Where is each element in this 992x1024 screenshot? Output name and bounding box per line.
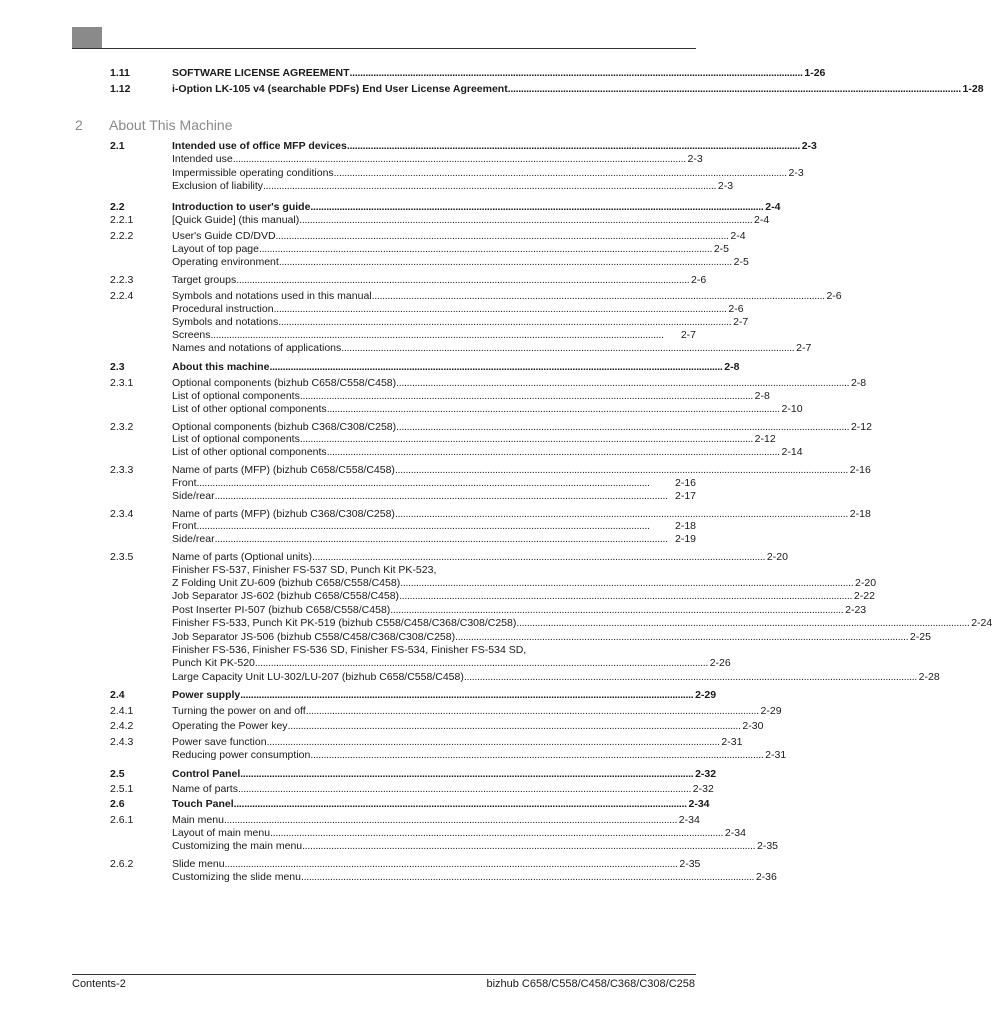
toc-dot-leader	[301, 870, 753, 884]
toc-title: Customizing the slide menu	[172, 871, 301, 883]
toc-section-number: 2.3.5	[110, 551, 134, 563]
toc-row[interactable]	[110, 376, 867, 390]
toc-section-number: 2.6	[110, 798, 125, 810]
toc-dot-leader	[255, 656, 707, 670]
toc-title: Finisher FS-536, Finisher FS-536 SD, Finisher FS-534, Finisher FS-534 SD,	[172, 644, 527, 656]
toc-page-number: 2-12	[850, 421, 872, 433]
toc-page-number: 2-8	[754, 390, 770, 402]
toc-page-number: 2-24	[971, 617, 992, 629]
toc-page-number: 2-34	[724, 827, 746, 839]
toc-title: Front	[172, 520, 197, 532]
toc-row[interactable]	[110, 857, 701, 871]
toc-dot-leader	[225, 857, 677, 871]
toc-entry	[172, 463, 871, 477]
toc-dot-leader	[259, 242, 711, 256]
toc-row[interactable]	[110, 328, 696, 342]
bottom-rule	[72, 974, 696, 975]
toc-dot-leader	[400, 576, 852, 590]
toc-row[interactable]	[110, 302, 744, 316]
toc-title: List of optional components	[172, 390, 300, 402]
toc-section-number: 2.5	[110, 768, 125, 780]
toc-entry	[172, 179, 734, 193]
toc-entry	[172, 476, 696, 490]
toc-title: Intended use of office MFP devices	[172, 140, 347, 152]
toc-dot-leader	[300, 389, 752, 403]
toc-dot-leader	[395, 463, 847, 477]
toc-page-number: 2-34	[678, 814, 700, 826]
toc-dot-leader	[279, 255, 731, 269]
toc-title: Large Capacity Unit LU-302/LU-207 (bizhub C658/C558/C458)	[172, 671, 464, 683]
toc-entry	[172, 643, 696, 657]
toc-section-number: 2.6.1	[110, 814, 134, 826]
toc-title: Finisher FS-533, Punch Kit PK-519 (bizhub C558/C458/C368/C308/C258)	[172, 617, 517, 629]
chapter-number: 2	[75, 117, 83, 133]
toc-entry	[172, 213, 770, 227]
toc-page-number: 2-3	[687, 153, 703, 165]
toc-row[interactable]	[110, 432, 776, 446]
toc-row[interactable]	[110, 82, 984, 96]
toc-title: Post Inserter PI-507 (bizhub C658/C558/C458)	[172, 604, 391, 616]
toc-page-number: 2-8	[724, 361, 740, 373]
toc-title: Main menu	[172, 814, 224, 826]
toc-row[interactable]	[110, 315, 749, 329]
toc-row[interactable]	[110, 289, 842, 303]
toc-page-number: 2-16	[849, 464, 871, 476]
toc-page-number: 1-26	[804, 67, 826, 79]
top-rule	[72, 48, 696, 49]
toc-entry	[172, 589, 875, 603]
toc-entry	[172, 82, 984, 96]
toc-dot-leader	[270, 826, 722, 840]
toc-row[interactable]	[110, 839, 778, 853]
toc-section-number: 2.6.2	[110, 858, 134, 870]
toc-entry	[172, 656, 731, 670]
toc-title: [Quick Guide] (this manual)	[172, 214, 300, 226]
toc-row[interactable]	[110, 767, 717, 781]
toc-page-number: 2-31	[721, 736, 743, 748]
toc-dot-leader	[341, 341, 793, 355]
toc-entry	[172, 532, 696, 546]
toc-row[interactable]	[110, 616, 992, 630]
toc-dot-leader	[300, 432, 752, 446]
toc-row[interactable]	[110, 576, 877, 590]
toc-page-number: 2-6	[691, 274, 707, 286]
toc-row[interactable]	[110, 166, 804, 180]
chapter-heading	[72, 117, 696, 135]
toc-entry	[172, 839, 778, 853]
toc-page-number: 2-29	[695, 689, 717, 701]
toc-row[interactable]	[110, 489, 696, 503]
toc-title: Introduction to user's guide	[172, 201, 311, 213]
toc-row[interactable]	[110, 532, 696, 546]
toc-row[interactable]	[110, 255, 749, 269]
toc-page-number: 2-3	[788, 167, 804, 179]
toc-dot-leader	[464, 670, 916, 684]
toc-page-number: 2-4	[765, 201, 781, 213]
footer-model-names: bizhub C658/C558/C458/C368/C308/C258	[486, 978, 695, 990]
toc-page-number: 2-32	[692, 783, 714, 795]
toc-page-number: 2-3	[717, 180, 734, 192]
toc-title: Procedural instruction	[172, 303, 274, 315]
toc-row[interactable]	[110, 519, 696, 533]
toc-title: Screens	[172, 329, 211, 341]
toc-page-number: 2-18	[849, 508, 871, 520]
toc-title: Job Separator JS-602 (bizhub C658/C558/C458)	[172, 590, 400, 602]
toc-page-number: 2-25	[909, 631, 931, 643]
toc-entry	[172, 341, 812, 355]
toc-page-number: 2-7	[733, 316, 749, 328]
toc-entry	[172, 630, 931, 644]
toc-row[interactable]	[110, 630, 931, 644]
toc-entry	[172, 603, 867, 617]
toc-title: Control Panel	[172, 768, 241, 780]
toc-title: Reducing power consumption	[172, 749, 311, 761]
toc-section-number: 2.3.3	[110, 464, 134, 476]
toc-row[interactable]	[110, 643, 696, 657]
toc-title: User's Guide CD/DVD	[172, 230, 276, 242]
toc-dot-leader	[197, 476, 672, 490]
toc-dot-leader	[267, 735, 719, 749]
toc-row[interactable]	[110, 589, 875, 603]
toc-page-number: 2-29	[760, 705, 782, 717]
toc-dot-leader	[327, 402, 779, 416]
toc-title: SOFTWARE LICENSE AGREEMENT	[172, 67, 350, 79]
toc-page-number: 2-34	[688, 798, 710, 810]
toc-page-number: 2-12	[754, 433, 776, 445]
toc-dot-leader	[334, 166, 786, 180]
toc-row[interactable]	[110, 179, 734, 193]
toc-row[interactable]	[110, 139, 817, 153]
toc-entry	[172, 748, 787, 762]
toc-row[interactable]	[110, 213, 770, 227]
toc-dot-leader	[224, 813, 676, 827]
toc-dot-leader	[399, 589, 851, 603]
toc-page-number: 2-5	[733, 256, 749, 268]
toc-dot-leader	[288, 719, 740, 733]
toc-page-number: 2-4	[730, 230, 746, 242]
toc-title: Symbols and notations used in this manual	[172, 290, 372, 302]
toc-row[interactable]	[110, 152, 703, 166]
toc-title: i-Option LK-105 v4 (searchable PDFs) End User License Agreement	[172, 83, 508, 95]
toc-dot-leader	[211, 328, 678, 342]
toc-row[interactable]	[110, 748, 787, 762]
toc-title: Job Separator JS-506 (bizhub C558/C458/C368/C308/C258)	[172, 631, 456, 643]
toc-title: Punch Kit PK-520	[172, 657, 255, 669]
footer-page-label: Contents-2	[72, 978, 126, 990]
toc-entry	[172, 826, 746, 840]
toc-entry	[172, 139, 817, 153]
toc-dot-leader	[306, 704, 758, 718]
toc-title: Impermissible operating conditions	[172, 167, 334, 179]
toc-title: Customizing the main menu	[172, 840, 303, 852]
toc-page-number: 2-20	[766, 551, 788, 563]
toc-section-number: 2.5.1	[110, 783, 134, 795]
toc-row[interactable]	[110, 797, 710, 811]
toc-entry	[172, 782, 714, 796]
toc-section-number: 2.1	[110, 140, 125, 152]
toc-page-number: 2-5	[713, 243, 730, 255]
toc-entry	[172, 616, 992, 630]
toc-title: Name of parts (MFP) (bizhub C658/C558/C458)	[172, 464, 395, 476]
toc-dot-leader	[347, 139, 799, 153]
toc-dot-leader	[234, 797, 686, 811]
toc-dot-leader	[274, 302, 726, 316]
toc-entry	[172, 166, 804, 180]
toc-entry	[172, 402, 803, 416]
toc-title: Optional components (bizhub C368/C308/C258)	[172, 421, 397, 433]
toc-row[interactable]	[110, 719, 764, 733]
toc-section-number: 2.4.2	[110, 720, 134, 732]
toc-title: List of other optional components	[172, 403, 327, 415]
toc-page-number: 2-7	[680, 329, 696, 341]
toc-row[interactable]	[110, 341, 812, 355]
toc-dot-leader	[278, 315, 730, 329]
toc-section-number: 2.2.4	[110, 290, 134, 302]
toc-page-number: 2-22	[853, 590, 875, 602]
toc-row[interactable]	[110, 688, 717, 702]
toc-entry	[172, 302, 744, 316]
toc-page-number: 2-14	[781, 446, 803, 458]
toc-title: Optional components (bizhub C658/C558/C458)	[172, 377, 397, 389]
toc-title: Name of parts (MFP) (bizhub C368/C308/C258)	[172, 508, 395, 520]
toc-row[interactable]	[110, 656, 731, 670]
toc-section-number: 2.4	[110, 689, 125, 701]
toc-row[interactable]	[110, 463, 871, 477]
toc-dot-leader	[312, 550, 764, 564]
toc-section-number: 2.3.1	[110, 377, 134, 389]
header-tab-block	[72, 27, 102, 48]
toc-title: List of optional components	[172, 433, 300, 445]
toc-dot-leader	[263, 179, 715, 193]
toc-entry	[172, 376, 867, 390]
toc-entry	[172, 719, 764, 733]
toc-section-number: 2.2.2	[110, 230, 134, 242]
toc-row[interactable]	[110, 782, 714, 796]
toc-title: Symbols and notations	[172, 316, 279, 328]
toc-title: Layout of top page	[172, 243, 259, 255]
toc-section-number: 1.12	[110, 83, 131, 95]
toc-entry	[172, 670, 940, 684]
toc-dot-leader	[390, 603, 842, 617]
toc-row[interactable]	[110, 360, 740, 374]
toc-title: Side/rear	[172, 533, 215, 545]
toc-row[interactable]	[110, 66, 826, 80]
toc-section-number: 1.11	[110, 67, 130, 79]
toc-dot-leader	[233, 152, 685, 166]
toc-page-number: 2-17	[674, 490, 696, 502]
toc-row[interactable]	[110, 445, 803, 459]
toc-title: Layout of main menu	[172, 827, 271, 839]
toc-row[interactable]	[110, 813, 700, 827]
toc-entry	[172, 735, 743, 749]
toc-title: Target groups	[172, 274, 237, 286]
toc-section-number: 2.2.3	[110, 274, 134, 286]
toc-entry	[172, 857, 701, 871]
toc-title: Exclusion of liability	[172, 180, 264, 192]
toc-title: Name of parts	[172, 783, 238, 795]
toc-entry	[172, 242, 730, 256]
toc-dot-leader	[455, 630, 907, 644]
toc-entry	[172, 870, 777, 884]
toc-entry	[172, 200, 781, 214]
toc-section-number: 2.4.3	[110, 736, 134, 748]
toc-page-number: 2-31	[765, 749, 787, 761]
toc-page-number: 2-6	[728, 303, 744, 315]
toc-page-number: 2-19	[674, 533, 696, 545]
toc-title: Z Folding Unit ZU-609 (bizhub C658/C558/C458)	[172, 577, 401, 589]
toc-entry	[172, 688, 717, 702]
toc-dot-leader	[396, 376, 848, 390]
toc-section-number: 2.2.1	[110, 214, 134, 226]
toc-row[interactable]	[110, 670, 940, 684]
toc-section-number: 2.4.1	[110, 705, 134, 717]
toc-title: Front	[172, 477, 197, 489]
toc-dot-leader	[302, 839, 754, 853]
toc-row[interactable]	[110, 476, 696, 490]
toc-title: Power save function	[172, 736, 267, 748]
toc-title: Intended use	[172, 153, 233, 165]
toc-row[interactable]	[110, 735, 743, 749]
toc-row[interactable]	[110, 402, 803, 416]
toc-page-number: 1-28	[962, 83, 984, 95]
toc-entry	[172, 563, 696, 577]
toc-title: Names and notations of applications	[172, 342, 342, 354]
toc-page-number: 2-35	[679, 858, 701, 870]
toc-row[interactable]	[110, 563, 696, 577]
toc-row[interactable]	[110, 200, 781, 214]
toc-row[interactable]	[110, 870, 777, 884]
toc-page-number: 2-6	[826, 290, 842, 302]
toc-entry	[172, 489, 696, 503]
toc-entry	[172, 273, 707, 287]
toc-title: Slide menu	[172, 858, 225, 870]
toc-entry	[172, 797, 710, 811]
toc-row[interactable]	[110, 550, 788, 564]
toc-section-number: 2.3.2	[110, 421, 134, 433]
toc-page-number: 2-35	[756, 840, 778, 852]
toc-title: List of other optional components	[172, 446, 327, 458]
toc-row[interactable]	[110, 273, 707, 287]
toc-page-number: 2-20	[855, 577, 877, 589]
toc-entry	[172, 704, 782, 718]
toc-entry	[172, 519, 696, 533]
toc-entry	[172, 66, 826, 80]
toc-row[interactable]	[110, 242, 730, 256]
toc-title: Finisher FS-537, Finisher FS-537 SD, Punch Kit PK-523,	[172, 564, 437, 576]
toc-page-number: 2-26	[709, 657, 731, 669]
toc-page-number: 2-36	[755, 871, 777, 883]
toc-section-number: 2.3	[110, 361, 125, 373]
toc-entry	[172, 289, 842, 303]
toc-entry	[172, 315, 749, 329]
toc-dot-leader	[215, 532, 672, 546]
toc-dot-leader	[269, 360, 721, 374]
toc-section-number: 2.3.4	[110, 508, 134, 520]
toc-page-number: 2-4	[754, 214, 770, 226]
toc-dot-leader	[516, 616, 968, 630]
toc-page-number: 2-28	[918, 671, 940, 683]
toc-entry	[172, 550, 788, 564]
toc-title: Turning the power on and off	[172, 705, 306, 717]
toc-title: Touch Panel	[172, 798, 234, 810]
toc-page-number: 2-23	[845, 604, 867, 616]
toc-dot-leader	[350, 66, 802, 80]
toc-entry	[172, 432, 776, 446]
toc-dot-leader	[508, 82, 960, 96]
toc-section-number: 2.2	[110, 201, 125, 213]
toc-dot-leader	[327, 445, 779, 459]
toc-title: Power supply	[172, 689, 241, 701]
toc-dot-leader	[236, 273, 688, 287]
toc-dot-leader	[215, 489, 672, 503]
toc-row[interactable]	[110, 704, 782, 718]
toc-dot-leader	[240, 688, 692, 702]
toc-dot-leader	[310, 200, 762, 214]
toc-dot-leader	[372, 289, 824, 303]
toc-row[interactable]	[110, 389, 770, 403]
toc-entry	[172, 360, 740, 374]
toc-entry	[172, 767, 717, 781]
toc-title: About this machine	[172, 361, 270, 373]
toc-page-number: 2-10	[781, 403, 803, 415]
toc-entry	[172, 813, 700, 827]
toc-title: Operating the Power key	[172, 720, 288, 732]
toc-dot-leader	[299, 213, 751, 227]
toc-entry	[172, 445, 803, 459]
toc-dot-leader	[310, 748, 762, 762]
toc-dot-leader	[197, 519, 672, 533]
toc-page-number: 2-3	[801, 140, 817, 152]
toc-page-number: 2-18	[674, 520, 696, 532]
toc-page-number: 2-7	[796, 342, 812, 354]
toc-page-number: 2-8	[850, 377, 867, 389]
toc-entry	[172, 576, 877, 590]
toc-dot-leader	[240, 767, 692, 781]
toc-title: Name of parts (Optional units)	[172, 551, 313, 563]
toc-title: Side/rear	[172, 490, 215, 502]
toc-title: Operating environment	[172, 256, 279, 268]
toc-dot-leader	[276, 229, 728, 243]
toc-row[interactable]	[110, 826, 746, 840]
toc-entry	[172, 152, 703, 166]
toc-page-number: 2-32	[695, 768, 717, 780]
toc-row[interactable]	[110, 603, 867, 617]
toc-page-number: 2-30	[742, 720, 764, 732]
toc-row[interactable]	[110, 229, 746, 243]
toc-dot-leader	[238, 782, 690, 796]
toc-entry	[172, 255, 749, 269]
toc-page-number: 2-16	[674, 477, 696, 489]
toc-entry	[172, 229, 746, 243]
toc-entry	[172, 389, 770, 403]
chapter-title: About This Machine	[109, 117, 233, 133]
toc-entry	[172, 328, 696, 342]
